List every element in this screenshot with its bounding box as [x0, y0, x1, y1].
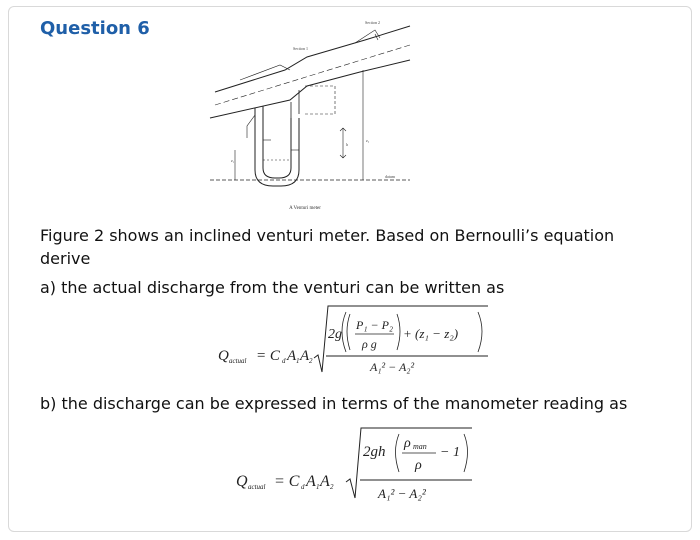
- svg-text:1: 1: [296, 357, 300, 365]
- part-a-text: a) the actual discharge from the venturi can be written as: [40, 278, 505, 297]
- svg-text:A: A: [287, 348, 297, 364]
- svg-text:+ (z₁ − z₂): + (z₁ − z₂): [403, 326, 459, 341]
- label-z2: z₂: [366, 138, 370, 143]
- svg-text:man: man: [413, 442, 427, 451]
- svg-text:ρ g: ρ g: [362, 337, 377, 351]
- equation-a-graphic: [200, 300, 500, 380]
- label-datum: datum: [385, 174, 395, 179]
- svg-text:A: A: [306, 473, 316, 490]
- svg-text:2gh: 2gh: [363, 444, 386, 460]
- guide-line-left: [240, 65, 290, 80]
- svg-text:Q: Q: [218, 348, 229, 364]
- svg-text:ρ: ρ: [415, 458, 422, 473]
- body-line-1: Figure 2 shows an inclined venturi meter. Based on Bernoulli’s equation: [40, 226, 615, 245]
- figure-caption: A Venturi meter: [289, 206, 321, 211]
- equation-a: [200, 300, 500, 385]
- label-section-2: Section 2: [365, 20, 380, 25]
- svg-text:actual: actual: [229, 357, 247, 365]
- venturi-figure: [195, 10, 455, 222]
- equation-b-graphic: [220, 418, 480, 508]
- svg-text:actual: actual: [248, 483, 266, 491]
- venturi-meter-diagram: [195, 10, 455, 210]
- manometer-inner: [263, 106, 291, 178]
- label-h: h: [346, 142, 348, 147]
- svg-text:2: 2: [330, 483, 334, 491]
- manometer-outer: [255, 108, 299, 186]
- svg-text:2g: 2g: [328, 327, 342, 342]
- svg-text:Q: Q: [236, 473, 248, 490]
- svg-text:1: 1: [316, 483, 320, 491]
- body-line-2: derive: [40, 249, 91, 268]
- svg-text:= C: = C: [274, 473, 300, 490]
- svg-text:d: d: [301, 483, 305, 491]
- part-b-text: b) the discharge can be expressed in terms of the manometer reading as: [40, 394, 628, 413]
- equation-b: [220, 418, 480, 513]
- pipe-top-wall: [215, 26, 410, 92]
- question-title: Question 6: [40, 18, 150, 39]
- svg-text:d: d: [282, 357, 286, 365]
- label-z1: z₁: [231, 158, 235, 163]
- svg-text:A: A: [320, 473, 330, 490]
- pipe-bottom-wall: [210, 60, 410, 118]
- svg-text:= C: = C: [256, 348, 280, 364]
- svg-text:A: A: [300, 348, 310, 364]
- svg-text:− 1: − 1: [440, 445, 460, 460]
- pipe-centerline: [215, 45, 410, 105]
- svg-text:A₁² − A₂²: A₁² − A₂²: [378, 486, 426, 501]
- svg-text:P₁ − P₂: P₁ − P₂: [356, 318, 394, 332]
- svg-text:ρ: ρ: [404, 436, 411, 451]
- svg-text:2: 2: [309, 357, 313, 365]
- svg-text:A₁² − A₂²: A₁² − A₂²: [370, 360, 415, 374]
- label-section-1: Section 1: [293, 46, 308, 51]
